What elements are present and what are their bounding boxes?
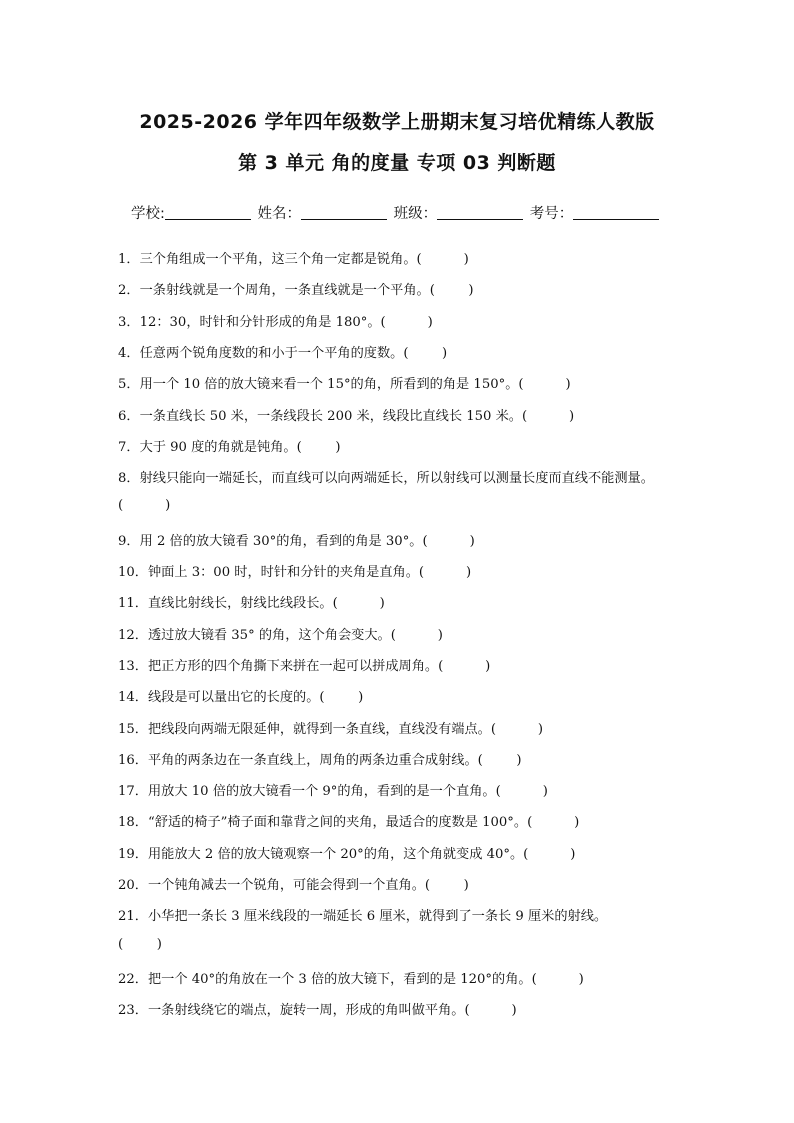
- class-label: 班级：: [393, 206, 438, 222]
- answer-blank[interactable]: [422, 252, 464, 267]
- closing-paren: ): [469, 533, 475, 549]
- name-label: 姓名：: [257, 206, 301, 222]
- question-line: [118, 937, 162, 952]
- question-line: [118, 561, 471, 580]
- question-text: 10．钟面上 3：00 时，时针和分针的夹角是直角。(: [118, 565, 425, 580]
- answer-blank[interactable]: [123, 937, 157, 952]
- closing-paren: ): [335, 439, 341, 455]
- closing-paren: ): [442, 345, 448, 361]
- answer-blank[interactable]: [123, 498, 165, 513]
- closing-paren: ): [485, 658, 491, 674]
- answer-blank[interactable]: [325, 690, 359, 705]
- question-text: 16．平角的两条边在一条直线上，周角的两条边重合成射线。(: [118, 752, 483, 768]
- question-line: [118, 780, 548, 799]
- question-line: [118, 592, 385, 611]
- question-line: [118, 968, 584, 987]
- answer-blank[interactable]: [435, 283, 469, 298]
- question-text: (: [118, 498, 124, 514]
- question-line: [118, 467, 654, 486]
- school-label: 学校:: [131, 206, 165, 222]
- question-text: 20．一个钝角减去一个锐角，可能会得到一个直角。(: [118, 878, 431, 893]
- question-line: [118, 686, 363, 705]
- question-line: [118, 749, 522, 768]
- page-subtitle: 第 3 单元 角的度量 专项 03 判断题: [238, 152, 556, 174]
- question-text: (: [118, 936, 124, 952]
- exam-number-blank: [573, 204, 659, 220]
- question-line: [118, 373, 571, 392]
- question-text: 4．任意两个锐角度数的和小于一个平角的度数。(: [118, 345, 409, 361]
- question-line: [118, 655, 490, 674]
- question-text: 5．用一个 10 倍的放大镜来看一个 15°的角，所看到的角是 150°。(: [118, 377, 524, 393]
- question-text: 3．12：30，时针和分针形成的角是 180°。(: [118, 314, 386, 330]
- question-text: 15．把线段向两端无限延伸，就得到一条直线，直线没有端点。(: [118, 721, 496, 737]
- closing-paren: ): [570, 846, 576, 862]
- question-text: 7．大于 90 度的角就是钝角。(: [118, 439, 302, 455]
- class-blank: [437, 204, 523, 220]
- question-text: 21．小华把一条长 3 厘米线段的一端延长 6 厘米，就得到了一条长 9 厘米的射线。: [118, 909, 608, 925]
- question-line: [118, 342, 447, 361]
- answer-blank[interactable]: [483, 753, 517, 768]
- question-line: [118, 811, 579, 830]
- answer-blank[interactable]: [528, 847, 570, 862]
- question-text: 18．“舒适的椅子”椅子面和靠背之间的夹角，最适合的度数是 100°。(: [118, 815, 533, 831]
- question-text: 17．用放大 10 倍的放大镜看一个 9°的角，看到的是一个直角。(: [118, 784, 501, 800]
- question-line: [118, 718, 543, 737]
- answer-blank[interactable]: [430, 878, 464, 893]
- closing-paren: ): [578, 971, 584, 987]
- answer-blank[interactable]: [424, 565, 466, 580]
- closing-paren: ): [465, 565, 472, 580]
- question-line: [118, 843, 575, 862]
- answer-blank[interactable]: [408, 346, 442, 361]
- answer-blank[interactable]: [501, 784, 543, 799]
- question-text: 12．透过放大镜看 35° 的角，这个角会变大。(: [118, 627, 396, 643]
- question-line: [118, 999, 517, 1018]
- page-title: 2025-2026 学年四年级数学上册期末复习培优精练人教版: [139, 111, 655, 133]
- question-line: [118, 279, 474, 298]
- question-line: [118, 624, 443, 643]
- answer-blank[interactable]: [443, 659, 485, 674]
- answer-blank[interactable]: [338, 596, 380, 611]
- question-line: [118, 905, 607, 924]
- closing-paren: ): [379, 596, 385, 612]
- closing-paren: ): [565, 377, 571, 393]
- answer-blank[interactable]: [302, 440, 336, 455]
- exam-number-label: 考号：: [529, 206, 574, 222]
- answer-blank[interactable]: [537, 972, 579, 987]
- closing-paren: ): [569, 408, 575, 424]
- question-text: 1．三个角组成一个平角，这三个角一定都是锐角。(: [118, 252, 422, 267]
- question-line: [118, 436, 340, 455]
- question-line: [118, 405, 574, 424]
- closing-paren: ): [427, 314, 433, 330]
- question-text: 8．射线只能向一端延长，而直线可以向两端延长，所以射线可以测量长度而直线不能测量。: [118, 471, 654, 487]
- closing-paren: ): [511, 1003, 517, 1019]
- question-text: 6．一条直线长 50 米，一条线段长 200 米，线段比直线长 150 米。(: [118, 408, 528, 424]
- question-line: [118, 874, 469, 893]
- closing-paren: ): [165, 498, 171, 514]
- answer-blank[interactable]: [527, 409, 569, 424]
- student-info-row: [131, 202, 661, 223]
- question-line: [118, 248, 469, 267]
- closing-paren: ): [468, 283, 474, 299]
- school-blank: [165, 204, 251, 220]
- question-text: 11．直线比射线长，射线比线段长。(: [118, 596, 338, 612]
- answer-blank[interactable]: [470, 1003, 512, 1018]
- question-line: [118, 498, 170, 513]
- closing-paren: ): [156, 936, 162, 952]
- name-blank: [301, 204, 387, 220]
- question-line: [118, 311, 433, 330]
- closing-paren: ): [574, 815, 580, 831]
- answer-blank[interactable]: [496, 722, 538, 737]
- closing-paren: ): [358, 690, 364, 706]
- closing-paren: ): [516, 752, 522, 768]
- question-text: 9．用 2 倍的放大镜看 30°的角，看到的角是 30°。(: [118, 533, 428, 549]
- question-text: 14．线段是可以量出它的长度的。(: [118, 690, 325, 706]
- question-text: 23．一条射线绕它的端点，旋转一周，形成的角叫做平角。(: [118, 1003, 470, 1019]
- closing-paren: ): [542, 784, 548, 800]
- answer-blank[interactable]: [386, 315, 428, 330]
- question-text: 2．一条射线就是一个周角，一条直线就是一个平角。(: [118, 283, 435, 299]
- question-line: [118, 530, 475, 549]
- closing-paren: ): [463, 878, 469, 893]
- closing-paren: ): [537, 721, 544, 737]
- answer-blank[interactable]: [524, 377, 566, 392]
- answer-blank[interactable]: [396, 628, 438, 643]
- answer-blank[interactable]: [428, 534, 470, 549]
- answer-blank[interactable]: [532, 815, 574, 830]
- question-text: 13．把正方形的四个角撕下来拼在一起可以拼成周角。(: [118, 658, 444, 674]
- question-text: 19．用能放大 2 倍的放大镜观察一个 20°的角，这个角就变成 40°。(: [118, 846, 529, 862]
- closing-paren: ): [463, 252, 469, 267]
- closing-paren: ): [437, 627, 443, 643]
- question-text: 22．把一个 40°的角放在一个 3 倍的放大镜下，看到的是 120°的角。(: [118, 971, 537, 987]
